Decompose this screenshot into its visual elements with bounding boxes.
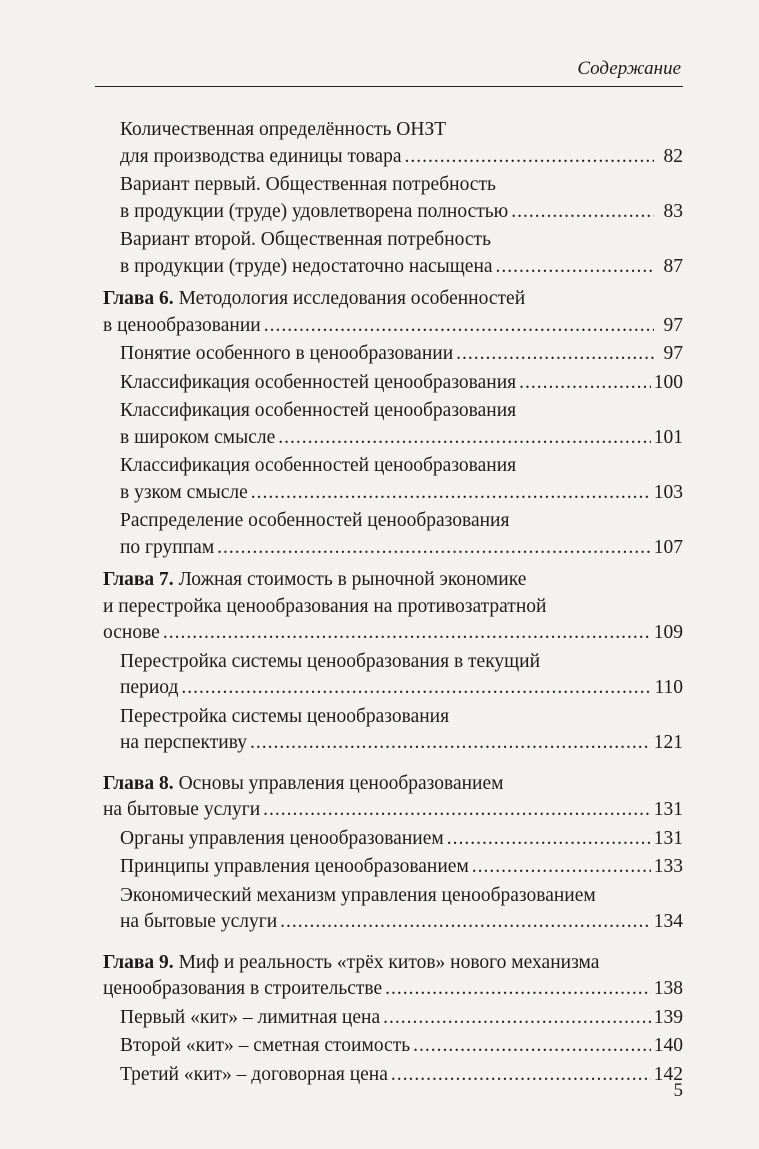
toc-entry-title: Первый «кит» – лимитная цена — [120, 1006, 381, 1028]
toc-entry-text: Экономический механизм управления ценообразованием — [120, 884, 596, 906]
dot-leader — [413, 1033, 651, 1060]
toc-entry-last-line — [120, 730, 683, 757]
toc-entry-line — [120, 649, 683, 676]
toc-entry-last-line — [120, 341, 683, 368]
toc-page-number: 131 — [653, 827, 683, 849]
dot-leader — [447, 826, 651, 853]
toc-entry-line — [103, 286, 683, 313]
toc-page-number: 133 — [653, 856, 683, 877]
toc-chapter-entry — [95, 950, 683, 1003]
chapter-label: Глава 6. — [103, 288, 174, 309]
chapter-label: Глава 9. — [103, 951, 174, 973]
toc-entry-last-line — [120, 1062, 683, 1089]
header-title: Содержание — [577, 58, 681, 79]
toc-entry-line — [120, 227, 683, 254]
toc-page-number: 83 — [663, 200, 683, 222]
toc-entry-text — [120, 425, 275, 452]
toc-entry-text: Классификация особенностей ценообразования — [120, 455, 517, 476]
toc-entry-title: на бытовые услуги — [120, 911, 278, 932]
dot-leader — [511, 199, 654, 226]
toc-page-number: 101 — [653, 426, 683, 448]
toc-entry-line — [103, 950, 683, 977]
chapter-label: Глава 7. — [103, 569, 174, 590]
toc-section-entry — [95, 826, 683, 853]
dot-leader — [496, 254, 654, 281]
toc-entry-text — [120, 1005, 380, 1032]
toc-entry-title: период — [120, 677, 179, 698]
toc-entry-title: на перспективу — [120, 732, 248, 753]
toc-entry-text — [103, 797, 260, 824]
toc-entry-last-line — [120, 1033, 683, 1060]
toc-entry-text — [120, 730, 247, 757]
toc-entry-line — [120, 398, 683, 425]
dot-leader — [519, 370, 651, 397]
toc-entry-text — [120, 1062, 388, 1089]
toc-page-number: 110 — [654, 677, 683, 698]
toc-entry-text — [120, 826, 444, 853]
toc-entry-title: в широком смысле — [120, 426, 276, 448]
toc-entry-text — [103, 313, 261, 340]
dot-leader — [278, 425, 651, 452]
toc-section-entry — [95, 854, 683, 881]
toc-entry-line — [120, 453, 683, 480]
toc-entry-title: на бытовые услуги — [103, 799, 261, 820]
toc-section-entry — [95, 508, 683, 561]
header-rule — [95, 86, 683, 87]
dot-leader — [163, 620, 651, 647]
toc-entry-last-line — [103, 313, 683, 340]
toc-entry-line — [120, 883, 683, 910]
chapter-label: Глава 8. — [103, 772, 174, 794]
toc-entry-last-line — [103, 620, 683, 647]
toc-entry-text — [120, 144, 401, 171]
toc-entry-text: Ложная стоимость в рыночной экономике — [173, 569, 527, 590]
toc-entry-text: Количественная определённость ОНЗТ — [120, 119, 447, 140]
dot-leader — [404, 144, 654, 171]
toc-section-entry — [95, 453, 683, 506]
toc-entry-line — [103, 771, 683, 798]
toc-entry-title: Классификация особенностей ценообразования — [120, 371, 517, 393]
toc-page-number: 82 — [663, 145, 683, 167]
toc-entry-line — [103, 567, 683, 594]
toc-section-entry — [95, 1033, 683, 1060]
toc-entry-last-line — [120, 370, 683, 397]
dot-leader — [383, 1005, 651, 1032]
dot-leader — [391, 1062, 651, 1089]
toc-entry-text — [120, 854, 469, 881]
toc-entry-text — [103, 620, 160, 647]
toc-section-entry — [95, 883, 683, 936]
toc-entry-text — [120, 909, 277, 936]
toc-entry-text — [103, 976, 382, 1003]
toc-entry-text: Распределение особенностей ценообразования — [120, 510, 510, 531]
toc-chapter-entry — [95, 771, 683, 824]
toc-entry-text: Методология исследования особенностей — [173, 288, 526, 309]
toc-entry-title: ценообразования в строительстве — [103, 978, 383, 999]
toc-section-entry — [95, 649, 683, 702]
toc-entry-title: Второй «кит» – сметная стоимость — [120, 1035, 411, 1056]
toc-section-entry — [95, 341, 683, 368]
toc-page-number: 100 — [653, 371, 683, 393]
toc-entry-last-line — [120, 535, 683, 562]
toc-page-number: 134 — [653, 911, 683, 932]
toc-chapter-entry — [95, 567, 683, 647]
dot-leader — [263, 797, 651, 824]
toc-entry-last-line — [120, 826, 683, 853]
toc-entry-last-line — [120, 1005, 683, 1032]
toc-page-number: 142 — [653, 1063, 683, 1085]
toc-section-entry — [95, 172, 683, 225]
toc-entry-text: Классификация особенностей ценообразования — [120, 400, 517, 421]
toc-page-number: 138 — [653, 978, 683, 999]
dot-leader — [217, 535, 651, 562]
toc-entry-line — [120, 508, 683, 535]
dot-leader — [250, 730, 651, 757]
dot-leader — [251, 480, 651, 507]
toc-entry-text — [120, 480, 248, 507]
dot-leader — [280, 909, 651, 936]
dot-leader — [472, 854, 651, 881]
toc-section-entry — [95, 1005, 683, 1032]
toc-entry-last-line — [120, 254, 683, 281]
dot-leader — [264, 313, 654, 340]
toc-entry-title: в узком смысле — [120, 481, 248, 503]
toc-entry-text — [120, 341, 453, 368]
toc-entry-title: Третий «кит» – договорная цена — [120, 1063, 388, 1085]
toc-entry-last-line — [120, 909, 683, 936]
toc-section-entry — [95, 398, 683, 451]
toc-entry-text: и перестройка ценообразования на противозатратной — [103, 595, 547, 617]
toc-entry-line — [120, 117, 683, 144]
toc-entry-text: Миф и реальность «трёх китов» нового механизма — [173, 951, 600, 973]
toc-entry-text: Основы управления ценообразованием — [173, 772, 504, 794]
toc-entry-text — [120, 199, 508, 226]
toc-page-number: 140 — [653, 1035, 683, 1056]
toc-entry-text: Перестройка системы ценообразования в текущий — [120, 650, 541, 672]
toc-entry-title: основе — [103, 622, 160, 643]
toc-entry-last-line — [120, 425, 683, 452]
toc-page-number: 139 — [653, 1006, 683, 1028]
toc-entry-title: по группам — [120, 536, 215, 558]
toc-page-number: 97 — [663, 343, 683, 364]
dot-leader — [385, 976, 651, 1003]
toc-entry-text: Вариант первый. Общественная потребность — [120, 174, 496, 195]
toc-entry-text — [120, 370, 516, 397]
toc-section-entry — [95, 704, 683, 757]
toc-page-number: 97 — [663, 314, 683, 336]
toc-section-entry — [95, 370, 683, 397]
toc-entry-title: в продукции (труде) недостаточно насыщена — [120, 255, 493, 277]
toc-entry-title: в ценообразовании — [103, 314, 261, 336]
toc-page-number: 107 — [653, 536, 683, 558]
dot-leader — [456, 341, 654, 368]
toc-entry-last-line — [120, 199, 683, 226]
dot-leader — [181, 675, 651, 702]
toc-chapter-entry — [95, 286, 683, 339]
toc-page-number: 87 — [663, 255, 683, 277]
toc-entry-text — [120, 675, 178, 702]
toc-section-entry — [95, 227, 683, 280]
toc-entry-title: Органы управления ценообразованием — [120, 827, 444, 849]
toc-entry-line — [103, 594, 683, 621]
toc-entry-title: в продукции (труде) удовлетворена полностью — [120, 200, 509, 222]
toc-page-number: 131 — [653, 799, 683, 820]
toc-entry-title: Понятие особенного в ценообразовании — [120, 343, 454, 364]
toc-entry-text — [120, 1033, 410, 1060]
toc-entry-text: Перестройка системы ценообразования — [120, 705, 450, 727]
toc-entry-last-line — [120, 480, 683, 507]
toc-entry-line — [120, 704, 683, 731]
toc-section-entry — [95, 1062, 683, 1089]
toc-page-number: 121 — [653, 732, 683, 753]
toc-entry-last-line — [103, 976, 683, 1003]
toc-entry-last-line — [120, 144, 683, 171]
toc-entry-title: Принципы управления ценообразованием — [120, 856, 469, 877]
toc-entry-text — [120, 535, 214, 562]
table-of-contents — [95, 115, 683, 1088]
toc-entry-text: Вариант второй. Общественная потребность — [120, 229, 491, 250]
page-number: 5 — [673, 1080, 683, 1101]
toc-entry-last-line — [120, 854, 683, 881]
toc-entry-last-line — [120, 675, 683, 702]
toc-entry-line — [120, 172, 683, 199]
toc-entry-title: для производства единицы товара — [120, 145, 402, 167]
toc-section-entry — [95, 117, 683, 170]
toc-entry-last-line — [103, 797, 683, 824]
toc-page-number: 103 — [653, 481, 683, 503]
toc-page-number: 109 — [653, 622, 683, 643]
toc-entry-text — [120, 254, 493, 281]
